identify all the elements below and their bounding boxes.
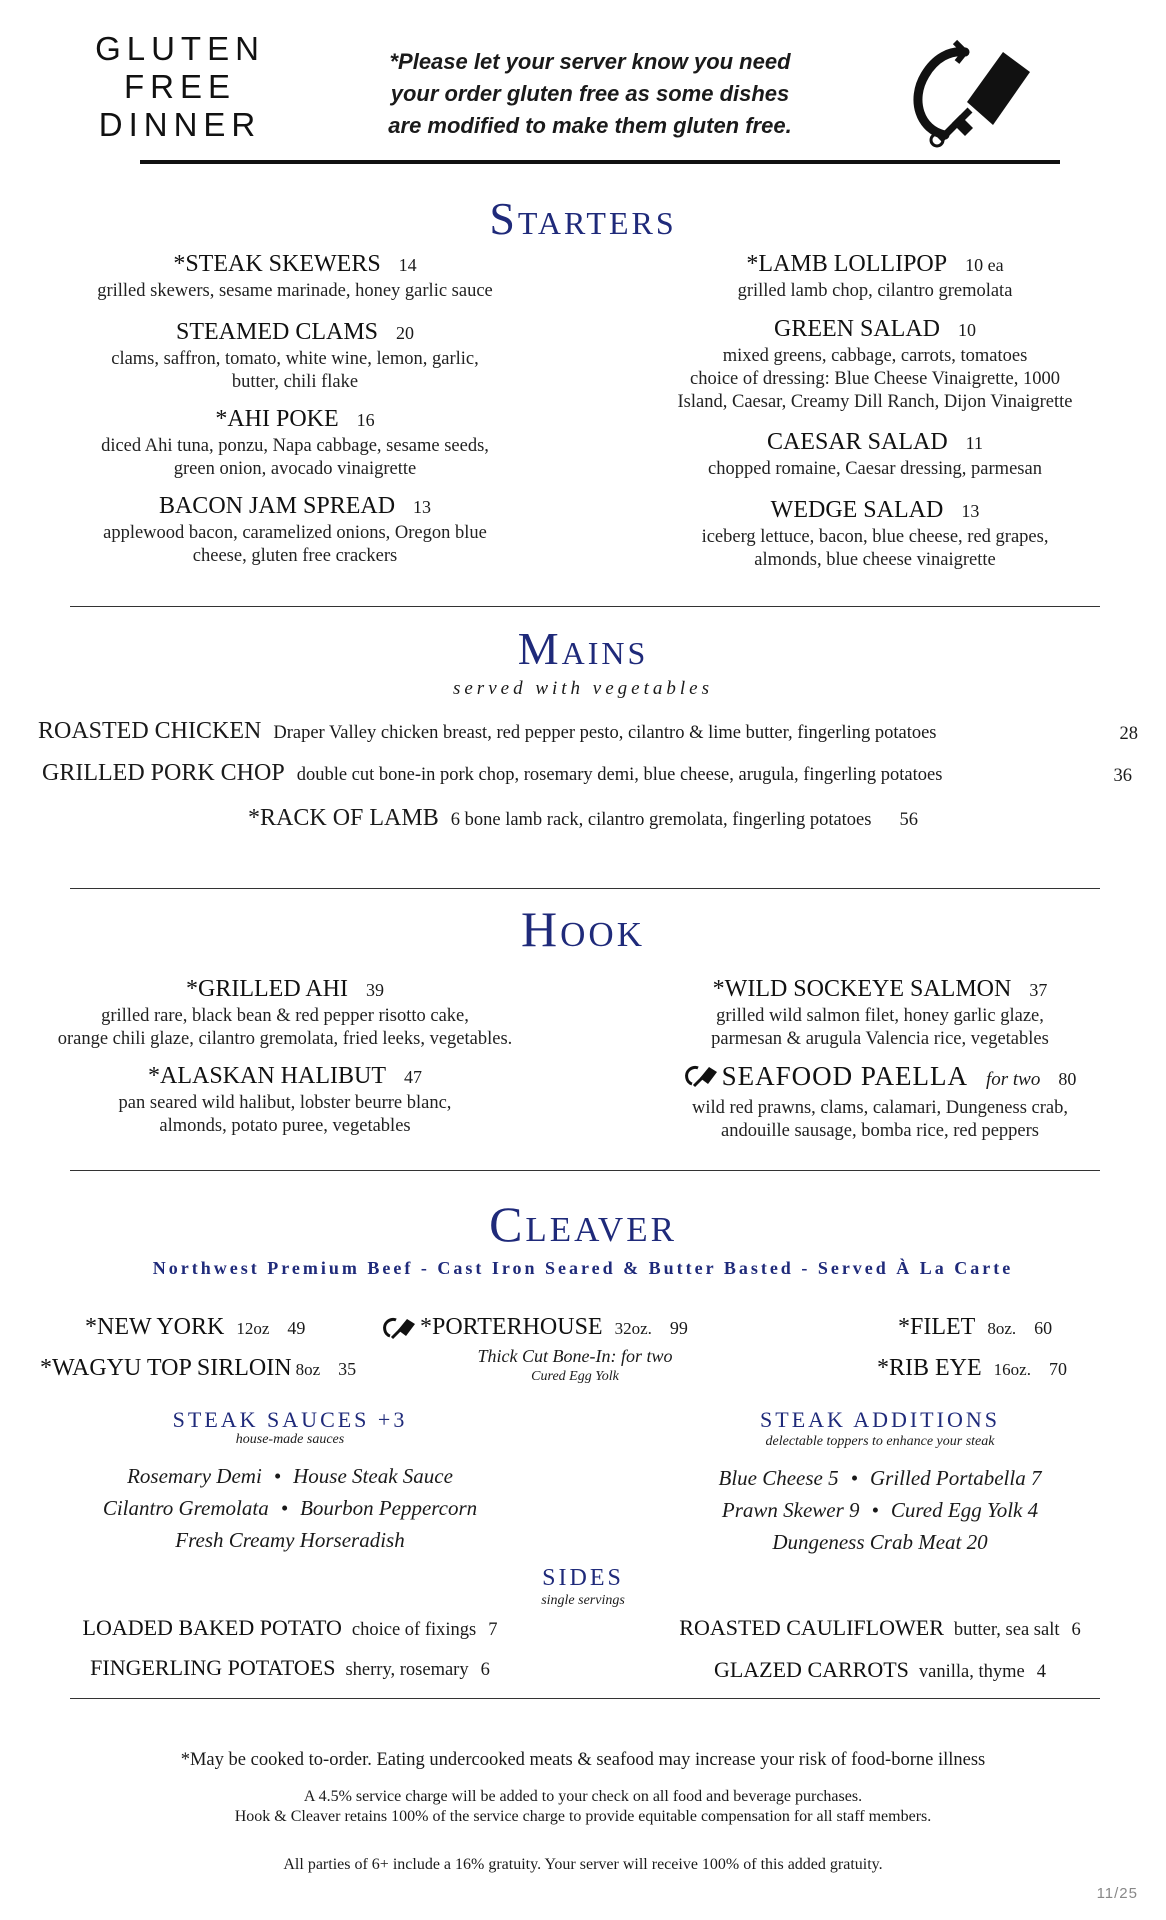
- cleaver-tagline: Northwest Premium Beef - Cast Iron Seared & Butter Basted - Served À La Carte: [152, 1258, 1014, 1278]
- list-item: [20, 1655, 560, 1681]
- list-item: House Steak Sauce: [293, 1464, 453, 1488]
- list-item: [620, 975, 1140, 1051]
- item-name: STEAMED CLAMS: [175, 319, 379, 345]
- item-name: *GRILLED AHI: [186, 976, 348, 1002]
- item-description: cheese, gluten free crackers: [192, 546, 398, 566]
- item-price: 10: [958, 320, 976, 340]
- item-price: 36: [1113, 766, 1132, 786]
- item-description: almonds, potato puree, vegetables: [159, 1116, 411, 1136]
- item-price: 39: [365, 980, 384, 1000]
- list-item: [615, 250, 1135, 303]
- item-price: 4: [1036, 1662, 1047, 1682]
- item-description: orange chili glaze, cilantro gremolata, fried leeks, vegetables.: [57, 1029, 513, 1049]
- list-item: [615, 428, 1135, 481]
- item-price: 35: [338, 1359, 357, 1379]
- item-price: 6: [1071, 1620, 1081, 1640]
- hook-and-cleaver-icon: [382, 1316, 416, 1345]
- item-name: WEDGE SALAD: [770, 497, 944, 523]
- list-item: [40, 492, 550, 568]
- list-item: Rosemary Demi: [127, 1464, 262, 1488]
- item-name: GLAZED CARROTS: [713, 1657, 909, 1682]
- item-price: 11: [965, 433, 984, 453]
- item-price: 6: [480, 1660, 490, 1680]
- item-name: *NEW YORK: [85, 1314, 225, 1340]
- list-item: [0, 805, 1166, 832]
- sauces-list: [20, 1460, 560, 1556]
- item-description: clams, saffron, tomato, white wine, lemon, garlic,: [111, 349, 479, 369]
- item-description: vanilla, thyme: [918, 1662, 1025, 1682]
- additions-subtitle: delectable toppers to enhance your steak: [765, 1434, 995, 1449]
- list-item: [42, 760, 1132, 787]
- item-name: *RACK OF LAMB: [248, 805, 439, 831]
- list-item: [620, 1062, 1140, 1143]
- item-price: 37: [1029, 980, 1048, 1000]
- item-price: 60: [1034, 1318, 1053, 1338]
- item-price: 99: [669, 1318, 688, 1338]
- list-item: [15, 975, 555, 1051]
- bullet: •: [850, 1466, 858, 1490]
- item-size: 12oz: [236, 1319, 270, 1338]
- item-price: 80: [1058, 1069, 1077, 1089]
- item-description: chopped romaine, Caesar dressing, parmesan: [708, 459, 1042, 479]
- section-title-mains: Mains: [517, 623, 649, 674]
- item-description: green onion, avocado vinaigrette: [173, 459, 417, 479]
- item-description: 6 bone lamb rack, cilantro gremolata, fingerling potatoes: [450, 810, 872, 830]
- bullet: •: [280, 1496, 289, 1520]
- item-price: 70: [1048, 1359, 1067, 1379]
- list-item: Prawn Skewer 9: [721, 1498, 860, 1522]
- list-item: Cured Egg Yolk 4: [890, 1498, 1039, 1522]
- item-name: ROASTED CHICKEN: [38, 718, 262, 744]
- list-item: [382, 1314, 688, 1345]
- item-description: Island, Caesar, Creamy Dill Ranch, Dijon Vinaigrette: [677, 392, 1073, 412]
- notice-line: *Please let your server know you need: [389, 49, 791, 74]
- item-description: grilled wild salmon filet, honey garlic glaze,: [716, 1006, 1044, 1026]
- list-item: [615, 315, 1135, 414]
- item-name: *AHI POKE: [215, 406, 339, 432]
- menu-title-line: FREE: [123, 68, 236, 105]
- item-description: choice of fixings: [351, 1620, 477, 1640]
- item-description: iceberg lettuce, bacon, blue cheese, red grapes,: [701, 527, 1049, 547]
- sides-title: SIDES: [542, 1565, 624, 1591]
- porterhouse-note: Thick Cut Bone-In: for two: [477, 1346, 673, 1366]
- item-price: 56: [899, 810, 918, 830]
- list-item: [40, 1355, 356, 1382]
- sauces-subtitle: house-made sauces: [235, 1432, 345, 1447]
- item-description: grilled rare, black bean & red pepper risotto cake,: [101, 1006, 469, 1026]
- porterhouse-note: Cured Egg Yolk: [531, 1369, 619, 1384]
- item-name: CAESAR SALAD: [766, 429, 948, 455]
- bullet: •: [871, 1498, 879, 1522]
- item-description: almonds, blue cheese vinaigrette: [754, 550, 996, 570]
- item-description: butter, sea salt: [953, 1620, 1060, 1640]
- section-divider: [70, 888, 1100, 889]
- section-title-hook: Hook: [521, 901, 645, 957]
- item-size: 8oz: [295, 1360, 321, 1379]
- item-name: *PORTERHOUSE: [420, 1314, 603, 1340]
- additions-title: STEAK ADDITIONS: [760, 1407, 1000, 1432]
- list-item: [898, 1314, 1052, 1341]
- section-title-starters: Starters: [489, 193, 677, 244]
- item-price: 13: [413, 497, 432, 517]
- list-item: Bourbon Peppercorn: [300, 1496, 478, 1520]
- item-price: 16: [356, 410, 375, 430]
- list-item: [40, 250, 550, 303]
- item-name: GREEN SALAD: [774, 316, 940, 342]
- list-item: [615, 496, 1135, 572]
- item-description: mixed greens, cabbage, carrots, tomatoes: [722, 346, 1028, 366]
- list-item: [610, 1615, 1150, 1641]
- item-name: SEAFOOD PAELLA: [721, 1061, 968, 1091]
- item-price: 10 ea: [965, 255, 1004, 275]
- item-price: 28: [1119, 724, 1138, 744]
- list-item: [40, 405, 550, 481]
- list-item: Blue Cheese 5: [718, 1466, 839, 1490]
- item-name: *RIB EYE: [877, 1355, 982, 1381]
- menu-title: [80, 30, 280, 144]
- page-number: 11/25: [1096, 1885, 1138, 1902]
- section-divider: [70, 606, 1100, 607]
- item-description: parmesan & arugula Valencia rice, vegetables: [711, 1029, 1049, 1049]
- notice-line: your order gluten free as some dishes: [390, 81, 790, 106]
- list-item: [38, 718, 1138, 745]
- section-title-cleaver: Cleaver: [489, 1196, 677, 1252]
- list-item: [610, 1657, 1150, 1683]
- list-item: [877, 1355, 1067, 1382]
- menu-title-line: GLUTEN: [95, 30, 265, 67]
- item-description: sherry, rosemary: [345, 1660, 469, 1680]
- item-description: grilled skewers, sesame marinade, honey garlic sauce: [97, 281, 493, 301]
- additions-list: [615, 1462, 1145, 1558]
- list-item: [15, 1062, 555, 1138]
- item-description: Draper Valley chicken breast, red pepper pesto, cilantro & lime butter, fingerling potatoes: [273, 723, 937, 743]
- list-item: [20, 1615, 560, 1641]
- item-price: 13: [961, 501, 980, 521]
- hook-and-cleaver-icon: [684, 1064, 718, 1097]
- service-charge-note: A 4.5% service charge will be added to your check on all food and beverage purchases.: [303, 1788, 863, 1805]
- item-name: BACON JAM SPREAD: [158, 493, 396, 519]
- item-description: applewood bacon, caramelized onions, Oregon blue: [103, 523, 487, 543]
- list-item: Cilantro Gremolata: [102, 1496, 269, 1520]
- item-name: LOADED BAKED POTATO: [82, 1615, 342, 1640]
- item-description: andouille sausage, bomba rice, red peppers: [721, 1121, 1039, 1141]
- item-size: 16oz.: [993, 1360, 1031, 1379]
- item-name: *FILET: [898, 1314, 976, 1340]
- service-charge-note: Hook & Cleaver retains 100% of the service charge to provide equitable compensation for all staff members.: [234, 1808, 932, 1825]
- item-name: *ALASKAN HALIBUT: [148, 1063, 386, 1089]
- item-name: ROASTED CAULIFLOWER: [679, 1615, 944, 1640]
- mains-subtitle: served with vegetables: [452, 678, 713, 699]
- sauces-title: STEAK SAUCES +3: [172, 1407, 408, 1432]
- item-description: diced Ahi tuna, ponzu, Napa cabbage, sesame seeds,: [101, 436, 489, 456]
- section-divider: [70, 1698, 1100, 1699]
- item-price: 20: [396, 323, 415, 343]
- item-name: FINGERLING POTATOES: [90, 1655, 336, 1680]
- sides-subtitle: single servings: [541, 1593, 625, 1608]
- item-name: *LAMB LOLLIPOP: [746, 251, 948, 277]
- list-item: Dungeness Crab Meat 20: [772, 1530, 988, 1554]
- notice-line: are modified to make them gluten free.: [388, 113, 792, 138]
- list-item: Fresh Creamy Horseradish: [175, 1528, 405, 1552]
- item-name: *STEAK SKEWERS: [173, 251, 381, 277]
- item-price: 7: [488, 1620, 498, 1640]
- list-item: [85, 1314, 305, 1341]
- item-size: 8oz.: [987, 1319, 1017, 1338]
- list-item: Grilled Portabella 7: [869, 1466, 1042, 1490]
- item-description: choice of dressing: Blue Cheese Vinaigrette, 1000: [690, 369, 1060, 389]
- item-description: wild red prawns, clams, calamari, Dungeness crab,: [691, 1098, 1069, 1118]
- item-price: 47: [403, 1067, 422, 1087]
- item-name: GRILLED PORK CHOP: [42, 760, 285, 786]
- item-price: 49: [287, 1318, 306, 1338]
- item-size: 32oz.: [614, 1319, 652, 1338]
- item-name: *WILD SOCKEYE SALMON: [712, 976, 1012, 1002]
- item-price: 14: [398, 255, 417, 275]
- section-divider: [70, 1170, 1100, 1171]
- item-description: butter, chili flake: [231, 372, 359, 392]
- item-name: *WAGYU TOP SIRLOIN: [40, 1355, 292, 1381]
- item-description: pan seared wild halibut, lobster beurre blanc,: [118, 1093, 452, 1113]
- item-description: double cut bone-in pork chop, rosemary demi, blue cheese, arugula, fingerling potatoes: [296, 765, 943, 785]
- header-divider: [140, 160, 1060, 164]
- gluten-free-notice: [330, 46, 850, 142]
- hook-and-cleaver-icon: [905, 30, 1035, 150]
- list-item: [40, 318, 550, 394]
- item-description: grilled lamb chop, cilantro gremolata: [737, 281, 1013, 301]
- gratuity-note: All parties of 6+ include a 16% gratuity. Your server will receive 100% of this added gratuity.: [283, 1856, 883, 1873]
- item-note: for two: [985, 1069, 1041, 1090]
- food-safety-warning: *May be cooked to-order. Eating undercooked meats & seafood may increase your risk of food-borne illness: [180, 1750, 986, 1770]
- bullet: •: [273, 1464, 282, 1488]
- menu-title-line: DINNER: [98, 106, 262, 143]
